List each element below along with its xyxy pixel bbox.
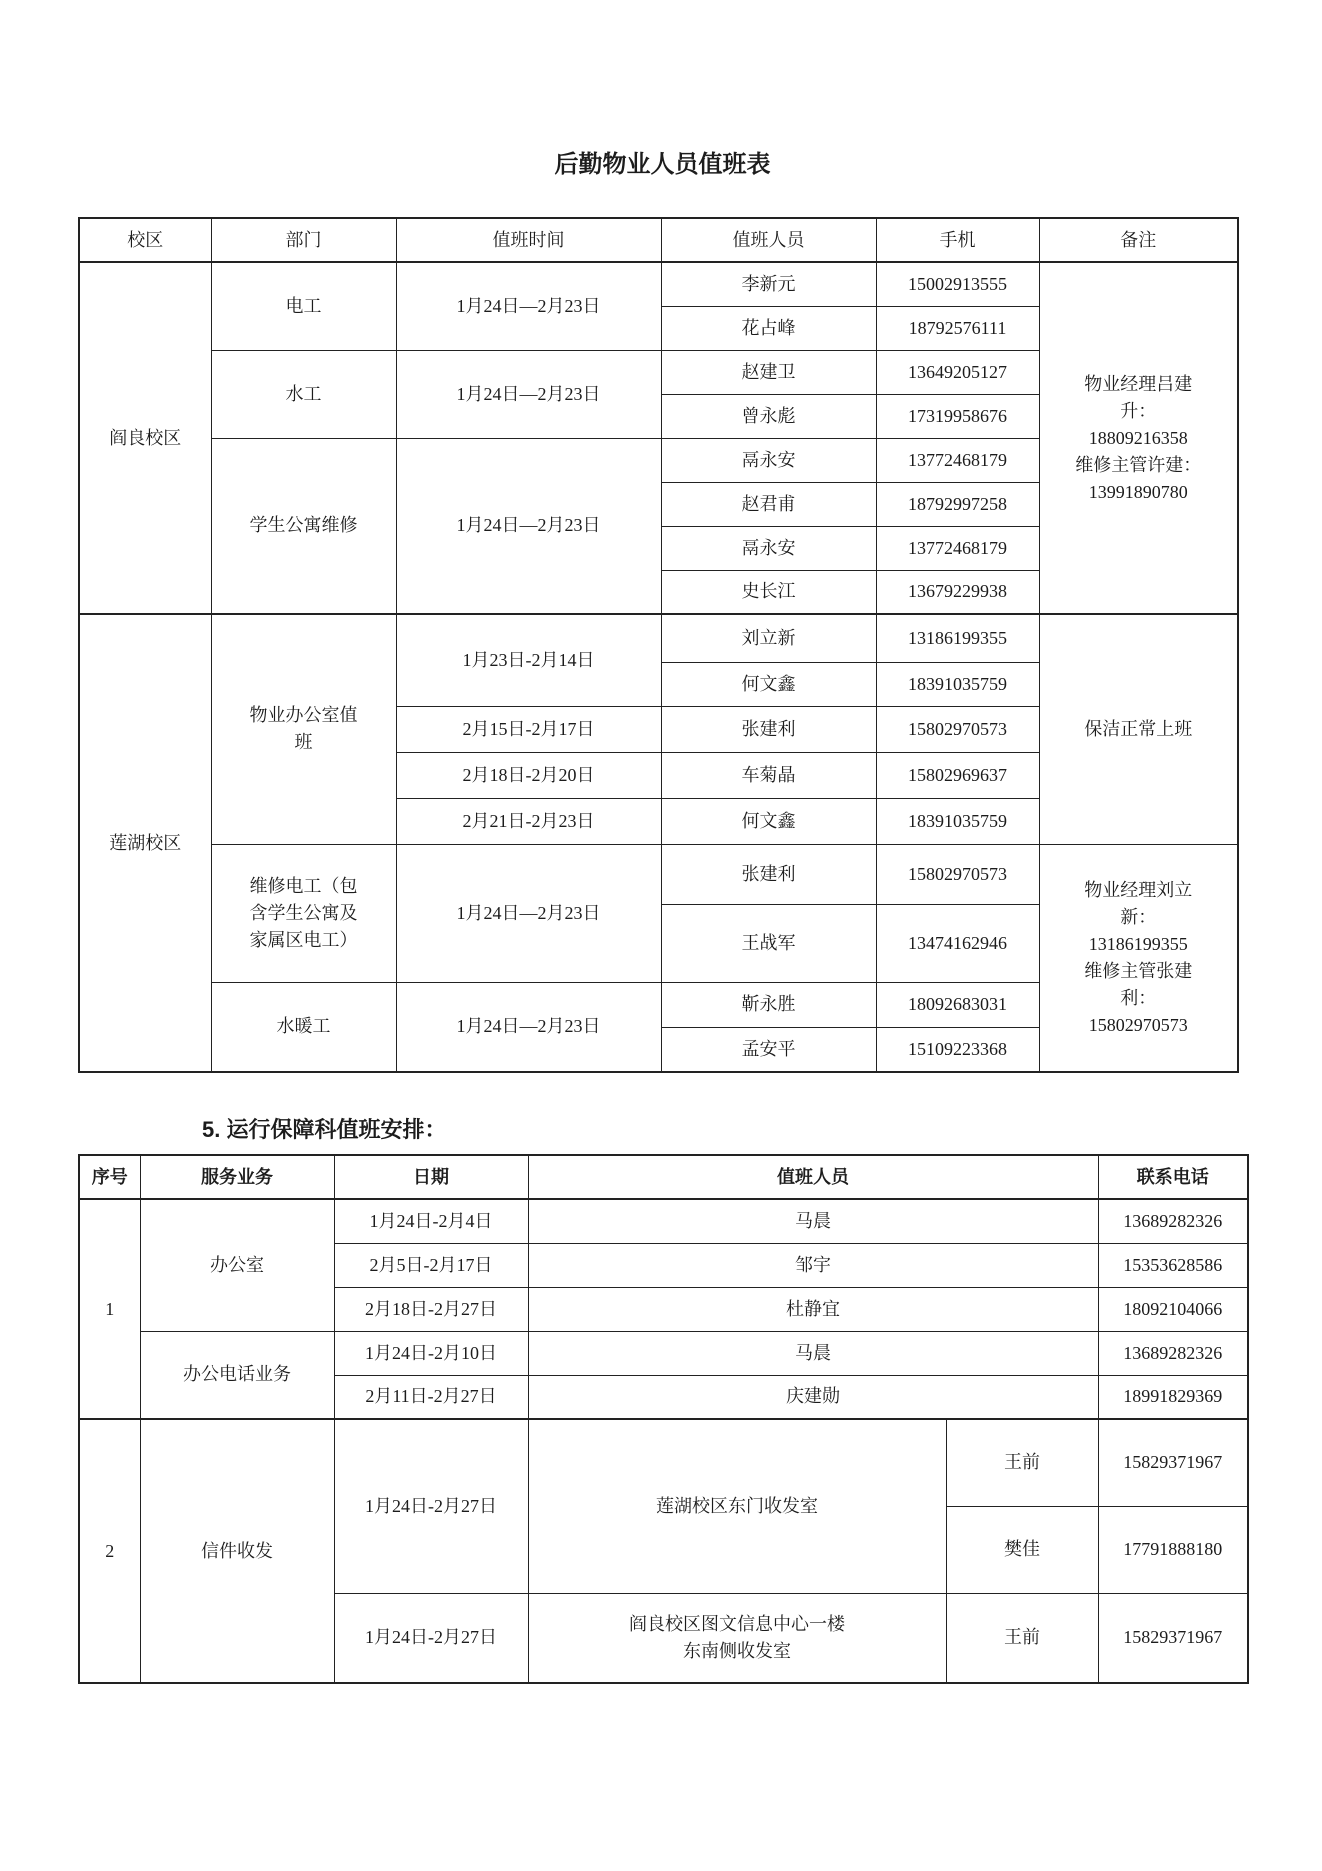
person-name-cell: 靳永胜 — [661, 982, 876, 1027]
remark-cell: 保洁正常上班 — [1039, 614, 1238, 844]
person-name-cell: 马晨 — [528, 1331, 1098, 1375]
table-row — [79, 1419, 1248, 1506]
contact-phone-cell: 15829371967 — [1098, 1593, 1248, 1683]
person-name-cell: 鬲永安 — [661, 526, 876, 570]
table-row — [79, 1199, 1248, 1243]
phone-cell: 15802970573 — [876, 844, 1039, 904]
table-title: 后勤物业人员值班表 — [554, 151, 771, 178]
phone-cell: 15802969637 — [876, 752, 1039, 798]
phone-cell: 13772468179 — [876, 438, 1039, 482]
column-header: 校区 — [79, 218, 211, 262]
table-row — [79, 262, 1238, 306]
phone-cell: 15802970573 — [876, 706, 1039, 752]
department-cell: 物业办公室值班 — [211, 614, 396, 844]
person-name-cell: 何文鑫 — [661, 662, 876, 706]
contact-phone-cell: 18991829369 — [1098, 1375, 1248, 1419]
phone-cell: 15109223368 — [876, 1027, 1039, 1072]
column-header: 服务业务 — [140, 1155, 334, 1199]
column-header: 值班时间 — [396, 218, 661, 262]
location-line: 阎良校区图文信息中心一楼 — [629, 1613, 845, 1634]
person-name-cell: 李新元 — [661, 262, 876, 306]
person-name-cell: 邹宇 — [528, 1243, 1098, 1287]
phone-cell: 17319958676 — [876, 394, 1039, 438]
date-cell: 1月24日-2月4日 — [334, 1199, 528, 1243]
person-name-cell: 杜静宜 — [528, 1287, 1098, 1331]
person-name-cell: 史长江 — [661, 570, 876, 614]
date-cell: 1月24日-2月27日 — [334, 1419, 528, 1593]
date-cell: 1月24日-2月10日 — [334, 1331, 528, 1375]
location-line: 东南侧收发室 — [683, 1640, 791, 1661]
date-cell: 2月18日-2月27日 — [334, 1287, 528, 1331]
contact-phone-cell: 17791888180 — [1098, 1506, 1248, 1593]
phone-cell: 13474162946 — [876, 904, 1039, 982]
duty-time-cell: 2月15日-2月17日 — [396, 706, 661, 752]
person-name-cell: 花占峰 — [661, 306, 876, 350]
remark-line: 新：13186199355 — [1088, 906, 1188, 954]
date-cell: 1月24日-2月27日 — [334, 1593, 528, 1683]
column-header: 备注 — [1039, 218, 1238, 262]
duty-time-cell: 1月24日—2月23日 — [396, 262, 661, 350]
duty-time-cell: 2月21日-2月23日 — [396, 798, 661, 844]
campus-cell: 莲湖校区 — [79, 614, 211, 1072]
row-number-cell: 1 — [79, 1199, 140, 1419]
column-header: 日期 — [334, 1155, 528, 1199]
person-name-cell: 曾永彪 — [661, 394, 876, 438]
person-name-cell: 王前 — [946, 1419, 1098, 1506]
remark-line: 升：18809216358 — [1088, 400, 1188, 448]
phone-cell: 18792997258 — [876, 482, 1039, 526]
person-name-cell: 王前 — [946, 1593, 1098, 1683]
location-line: 莲湖校区东门收发室 — [656, 1495, 818, 1516]
person-name-cell: 鬲永安 — [661, 438, 876, 482]
department-cell: 水工 — [211, 350, 396, 438]
duty-time-cell: 1月23日-2月14日 — [396, 614, 661, 706]
location-cell — [528, 1593, 946, 1683]
person-name-cell: 车菊晶 — [661, 752, 876, 798]
property-duty-table — [78, 217, 1239, 1073]
person-name-cell: 刘立新 — [661, 614, 876, 662]
phone-cell: 13186199355 — [876, 614, 1039, 662]
phone-cell: 15002913555 — [876, 262, 1039, 306]
location-cell — [528, 1419, 946, 1593]
row-number-cell: 2 — [79, 1419, 140, 1683]
column-header: 序号 — [79, 1155, 140, 1199]
table-row — [79, 1331, 1248, 1375]
duty-time-cell: 1月24日—2月23日 — [396, 982, 661, 1072]
phone-cell: 13772468179 — [876, 526, 1039, 570]
remark-line: 物业经理吕建 — [1084, 373, 1193, 394]
column-header: 联系电话 — [1098, 1155, 1248, 1199]
remark-line: 13991890780 — [1088, 481, 1188, 502]
operations-duty-table — [78, 1154, 1249, 1684]
contact-phone-cell: 15353628586 — [1098, 1243, 1248, 1287]
department-cell: 学生公寓维修 — [211, 438, 396, 614]
phone-cell: 18391035759 — [876, 798, 1039, 844]
person-name-cell: 张建利 — [661, 706, 876, 752]
table-header-row — [79, 1155, 1248, 1199]
service-cell: 信件收发 — [140, 1419, 334, 1683]
section-heading: 5. 运行保障科值班安排： — [202, 1117, 447, 1142]
remark-line: 利：15802970573 — [1088, 987, 1188, 1035]
phone-cell: 13649205127 — [876, 350, 1039, 394]
table-header-row — [79, 218, 1238, 262]
contact-phone-cell: 13689282326 — [1098, 1199, 1248, 1243]
column-header: 部门 — [211, 218, 396, 262]
contact-phone-cell: 15829371967 — [1098, 1419, 1248, 1506]
person-name-cell: 何文鑫 — [661, 798, 876, 844]
date-cell: 2月5日-2月17日 — [334, 1243, 528, 1287]
contact-phone-cell: 18092104066 — [1098, 1287, 1248, 1331]
department-cell: 电工 — [211, 262, 396, 350]
remark-line: 物业经理刘立 — [1084, 879, 1193, 900]
person-name-cell: 孟安平 — [661, 1027, 876, 1072]
person-name-cell: 庆建勋 — [528, 1375, 1098, 1419]
person-name-cell: 张建利 — [661, 844, 876, 904]
department-cell: 维修电工（包含学生公寓及家属区电工） — [211, 844, 396, 982]
duty-time-cell: 2月18日-2月20日 — [396, 752, 661, 798]
remark-cell — [1039, 262, 1238, 614]
phone-cell: 18391035759 — [876, 662, 1039, 706]
duty-time-cell: 1月24日—2月23日 — [396, 844, 661, 982]
contact-phone-cell: 13689282326 — [1098, 1331, 1248, 1375]
remark-line: 维修主管张建 — [1084, 960, 1193, 981]
column-header: 值班人员 — [528, 1155, 1098, 1199]
service-cell: 办公室 — [140, 1199, 334, 1331]
phone-cell: 18792576111 — [876, 306, 1039, 350]
table-row — [79, 844, 1238, 904]
person-name-cell: 赵君甫 — [661, 482, 876, 526]
duty-time-cell: 1月24日—2月23日 — [396, 438, 661, 614]
remark-line: 维修主管许建： — [1075, 454, 1202, 475]
table-row — [79, 614, 1238, 662]
phone-cell: 13679229938 — [876, 570, 1039, 614]
person-name-cell: 马晨 — [528, 1199, 1098, 1243]
remark-cell — [1039, 844, 1238, 1072]
service-cell: 办公电话业务 — [140, 1331, 334, 1419]
department-cell: 水暖工 — [211, 982, 396, 1072]
campus-cell: 阎良校区 — [79, 262, 211, 614]
person-name-cell: 王战军 — [661, 904, 876, 982]
date-cell: 2月11日-2月27日 — [334, 1375, 528, 1419]
person-name-cell: 樊佳 — [946, 1506, 1098, 1593]
column-header: 值班人员 — [661, 218, 876, 262]
phone-cell: 18092683031 — [876, 982, 1039, 1027]
column-header: 手机 — [876, 218, 1039, 262]
duty-time-cell: 1月24日—2月23日 — [396, 350, 661, 438]
person-name-cell: 赵建卫 — [661, 350, 876, 394]
